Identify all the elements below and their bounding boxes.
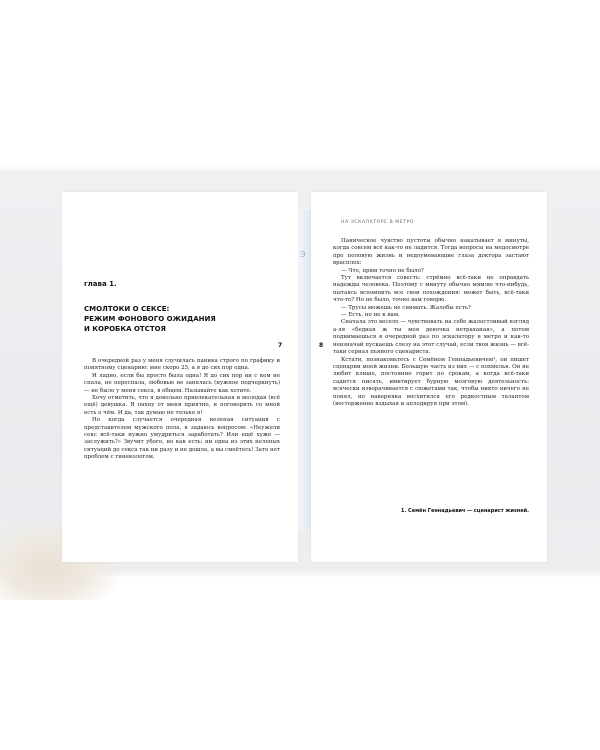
book-spine-gutter xyxy=(298,210,311,530)
chapter-label: глава 1. xyxy=(84,280,117,288)
running-head: НА ЭСКАЛАТОРЕ В МЕТРО xyxy=(341,220,415,225)
paragraph: — Есть, но не к вам. xyxy=(341,312,400,319)
paragraph: И ладно, если бы просто была одна! Я до сих пор ни с кем не спала, не переспала, любовью не занялась (нужное подчеркнуть) — не было у меня секса, в общем. Называйте как хотите. xyxy=(84,372,280,394)
page-number: 8 xyxy=(319,342,324,349)
paragraph: Тут включается совесть: стрёмно всё-таки не оправдать надежды человека. Поэтому с минуту обычно мямлю что-нибудь, пытаясь вспомнить все свои похождения: может быть, всё-таки что-то? Но не было, точно вам говорю. xyxy=(333,275,529,304)
footnote: 1. Семён Геннадьевич — сценарист жизней. xyxy=(400,508,529,514)
paragraph: В очередной раз у меня случилась паника строго по графику и понятному сценарию: мне скоро 25, а я до сих пор одна. xyxy=(84,358,280,372)
left-page xyxy=(62,192,298,562)
paragraph: Хочу отметить, что я довольно привлекательная и молодая (всё ещё) девушка. Я пахну от меня приятно, и поговорить со мной есть о чём. И да, так думаю не только я! xyxy=(84,395,280,416)
paragraph: Кстати, познакомьтесь с Семёном Геннадьевичем¹, он пишет сценарии моей жизни. Большую часть из них — с похмелья. Он не любит клише, постоянно горит по срокам, а когда всё-таки садится писать, имитирует бурную мозговую деятельность: всячески изворачивается с сюжетами так, чтобы никто ничего не понял, но наверняка восхитился его редкостным талантом (восторженно вздыхая и аплодируя при этом). xyxy=(333,356,529,407)
gutter-fragment: Э xyxy=(300,250,306,259)
chapter-title-line: И КОРОБКА ОТСТОЯ xyxy=(84,325,166,333)
chapter-title-line: СМОЛТОКИ О СЕКСЕ: xyxy=(84,305,170,313)
paragraph: Паническое чувство пустоты обычно накатывает в минуты, когда совсем всё как-то не ладится. Тогда вопросы на медосмотре про половую жизнь и недоумевающие глаза доктора застают врасплох: xyxy=(333,238,529,267)
body-text xyxy=(84,358,280,462)
paragraph: — Что, прям точно не было? xyxy=(341,267,424,274)
right-page xyxy=(311,192,547,562)
page-number: 7 xyxy=(278,342,283,349)
paragraph: Но когда случается очередная нелепая ситуация с представителем мужского пола, я задаюсь вопросом: «Неужели секс всё-таки нужно умудриться заработать? Или ещё хуже — заслужить?» Звучит убого, но как есть: ни одна из этих нелепых ситуаций до секса так ни разу и не дошла, а вы смеётесь! Зато нет проблем с гинекологом. xyxy=(84,417,281,461)
body-text xyxy=(333,238,529,408)
chapter-title-line: РЕЖИМ ФОНОВОГО ОЖИДАНИЯ xyxy=(84,315,216,323)
paragraph: Сначала это весело — чувствовать на себе жалостливый взгляд а-ля «бедная ж ты моя девочка нетраханая», а потом поднимаешься в очередной раз по эскалатору в метро и как-то невзначай пускаешь слезу на этот случай, если твоя жизнь — всё-таки сериал пьяного сценариста. xyxy=(333,319,529,356)
paragraph: — Трусы можешь не снимать. Жалобы есть? xyxy=(341,304,471,311)
chapter-title xyxy=(84,304,284,334)
